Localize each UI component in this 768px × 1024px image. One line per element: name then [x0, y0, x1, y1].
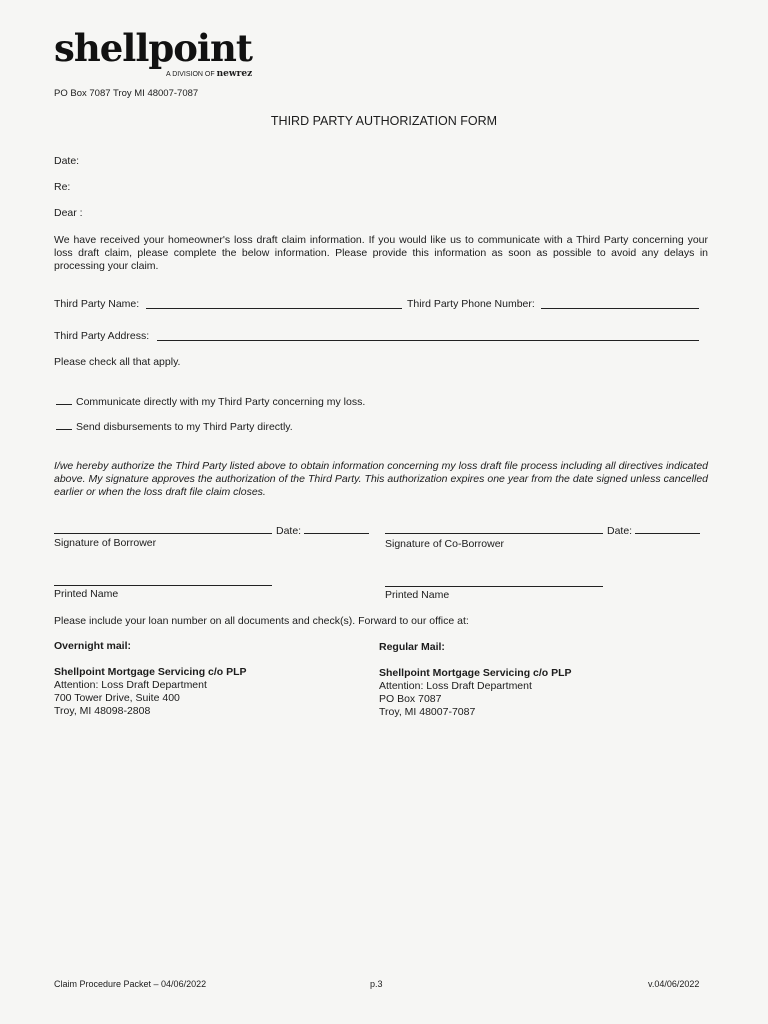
regular-po-box: PO Box 7087 — [379, 693, 442, 705]
date-label: Date: — [54, 155, 80, 167]
overnight-attention: Attention: Loss Draft Department — [54, 679, 207, 691]
third-party-address-line[interactable] — [157, 340, 699, 341]
third-party-phone-label: Third Party Phone Number: — [407, 298, 535, 310]
overnight-mail-block — [54, 640, 247, 718]
form-title: THIRD PARTY AUTHORIZATION FORM — [270, 114, 498, 128]
borrower-printed-name-line[interactable] — [54, 585, 272, 586]
borrower-date-label: Date: — [276, 525, 302, 537]
regular-mail-block — [379, 641, 572, 719]
re-label: Re: — [54, 181, 71, 193]
third-party-name-row — [54, 298, 139, 311]
third-party-address-label: Third Party Address: — [54, 330, 150, 342]
overnight-company: Shellpoint Mortgage Servicing c/o PLP — [54, 666, 247, 678]
intro-paragraph: We have received your homeowner's loss draft claim information. If you would like us to communicate with a Third Party concerning your loss draft claim, please complete the below information. Please provide this information as soon as possible to avoid any delays in processing your claim. — [54, 234, 708, 272]
co-borrower-date-label: Date: — [607, 525, 633, 537]
borrower-printed-name-caption: Printed Name — [54, 588, 119, 600]
co-borrower-printed-name-line[interactable] — [385, 586, 603, 587]
footer-packet-label: Claim Procedure Packet – 04/06/2022 — [54, 979, 207, 989]
third-party-name-label: Third Party Name: — [54, 298, 140, 310]
logo-division-text: A DIVISION OF newrez — [166, 69, 253, 79]
overnight-city: Troy, MI 48098-2808 — [54, 705, 151, 717]
co-borrower-printed-name-caption: Printed Name — [385, 589, 450, 601]
borrower-signature-line[interactable] — [54, 533, 272, 534]
borrower-signature-caption: Signature of Borrower — [54, 537, 157, 549]
option-disburse-label: Send disbursements to my Third Party directly. — [76, 421, 293, 433]
co-borrower-signature-line[interactable] — [385, 533, 603, 534]
regular-company: Shellpoint Mortgage Servicing c/o PLP — [379, 667, 572, 679]
overnight-mail-heading: Overnight mail: — [54, 640, 132, 652]
logo-wordmark: shellpoint — [54, 26, 252, 70]
option-communicate-checkline[interactable] — [56, 404, 72, 405]
check-instruction: Please check all that apply. — [54, 356, 181, 368]
co-borrower-signature-caption: Signature of Co-Borrower — [385, 538, 505, 550]
borrower-date-line[interactable] — [304, 533, 369, 534]
regular-attention: Attention: Loss Draft Department — [379, 680, 532, 692]
authorization-paragraph: I/we hereby authorize the Third Party listed above to obtain information concerning my loss draft file process including all directives indicated above. My signature approves the authorization of the Third Party. This authorization expires one year from the date signed unless cancelled earlier or when the loss draft file claim closes. — [54, 460, 708, 498]
third-party-phone-line[interactable] — [541, 308, 699, 309]
third-party-name-line[interactable] — [146, 308, 402, 309]
footer-page-number: p.3 — [370, 979, 383, 989]
option-communicate — [56, 396, 365, 409]
forward-instruction: Please include your loan number on all documents and check(s). Forward to our office at: — [54, 615, 469, 627]
regular-mail-heading: Regular Mail: — [379, 641, 445, 653]
option-communicate-label: Communicate directly with my Third Party concerning my loss. — [76, 396, 366, 408]
dear-label: Dear : — [54, 207, 83, 219]
overnight-street: 700 Tower Drive, Suite 400 — [54, 692, 180, 704]
company-address: PO Box 7087 Troy MI 48007-7087 — [54, 88, 199, 99]
option-disburse — [56, 421, 293, 434]
footer-version: v.04/06/2022 — [648, 979, 700, 989]
option-disburse-checkline[interactable] — [56, 429, 72, 430]
company-logo — [54, 26, 253, 79]
regular-city: Troy, MI 48007-7087 — [379, 706, 476, 718]
co-borrower-date-line[interactable] — [635, 533, 700, 534]
